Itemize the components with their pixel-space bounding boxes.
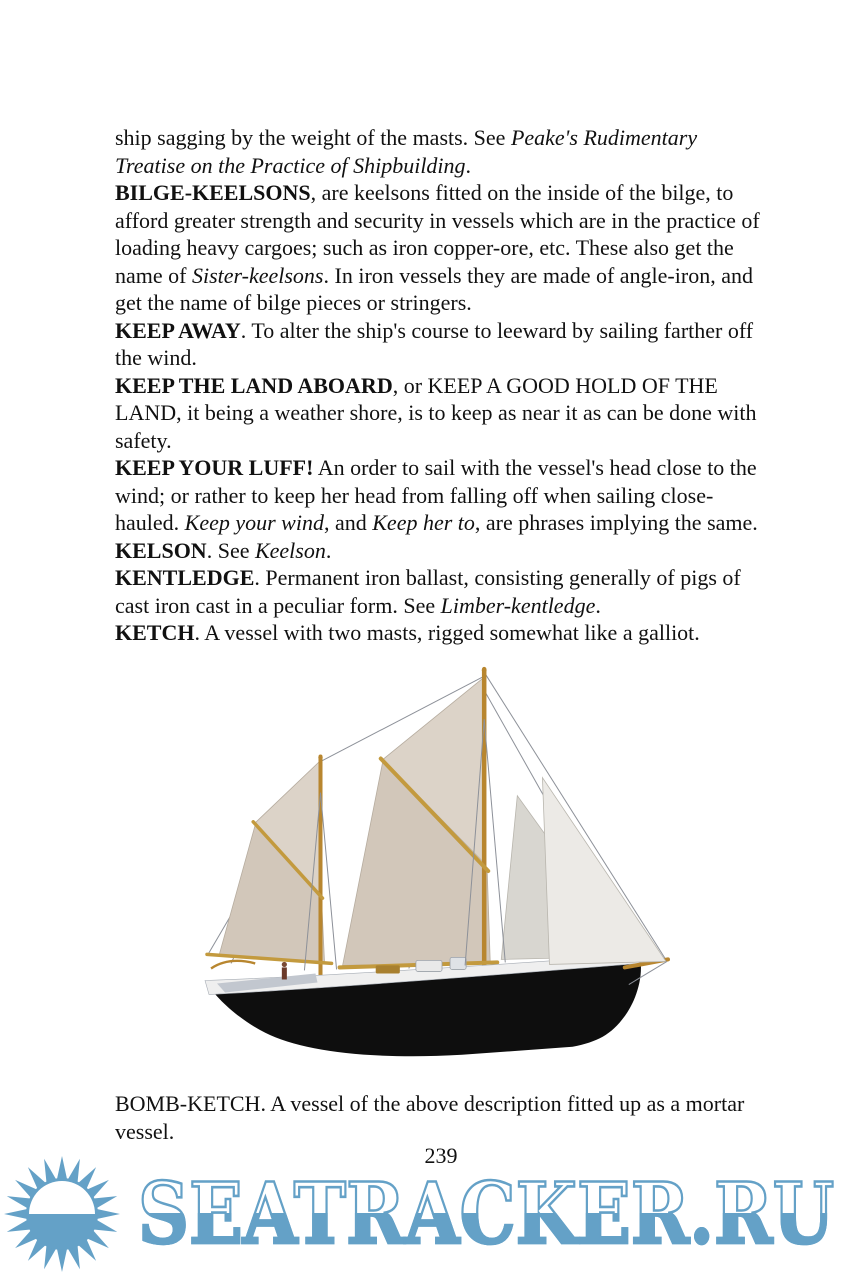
italic-reference: Keelson — [254, 537, 326, 563]
entry-term: KETCH — [115, 620, 195, 645]
dictionary-entry-keep-the-land-aboard — [115, 372, 770, 455]
dictionary-entry-kentledge — [115, 564, 770, 619]
italic-reference: Sister-keelsons — [191, 262, 324, 288]
dictionary-entry-ketch — [115, 619, 770, 647]
deck-box — [450, 957, 466, 969]
cargo-hatch — [376, 965, 400, 973]
page-number: 239 — [424, 1143, 458, 1168]
crew-figure — [282, 962, 287, 980]
dictionary-entry-keep-your-luff — [115, 454, 770, 537]
jib-sail — [542, 778, 666, 965]
entry-text: . In iron vessels they are made of angle-iron, and get the name of bilge pieces or stringers. — [115, 262, 753, 315]
entry-text: , are phrases implying the same. — [474, 510, 758, 535]
entry-term: KENTLEDGE — [115, 565, 255, 590]
sun-icon — [2, 1154, 122, 1274]
entry-text: ship sagging by the weight of the masts. See — [115, 125, 511, 150]
illustration-caption: BOMB-KETCH. A vessel of the above description fitted up as a mortar vessel. — [115, 1091, 745, 1144]
dictionary-entry-bilge-keelsons — [115, 179, 770, 317]
watermark-text: SEATRACKER.RU — [138, 1164, 835, 1263]
entry-term: KEEP YOUR LUFF! — [115, 455, 314, 480]
entry-term: KEEP AWAY — [115, 317, 241, 343]
entry-text: . See — [206, 537, 255, 563]
ketch-illustration — [203, 664, 675, 1064]
entry-text: . To alter the ship's course to leeward by sailing farther off the wind. — [115, 317, 754, 370]
entry-term: KELSON — [115, 537, 207, 563]
entry-text: . — [325, 537, 332, 563]
entry-text: An order to sail with the vessel's head close to the wind; or rather to keep her head from falling off when sailing close-hauled. — [115, 455, 757, 535]
continuation-paragraph — [115, 124, 770, 179]
entry-text: . A vessel with two masts, rigged somewhat like a galliot. — [194, 620, 700, 645]
entry-term: BILGE-KEELSONS — [115, 180, 311, 205]
entry-text: . — [465, 152, 472, 178]
entry-text: , are keelsons fitted on the inside of the bilge, to afford greater strength and security in vessels which are in the practice of loading heavy cargoes; such as iron copper-ore, etc. These also get the name of — [115, 180, 760, 288]
entry-text: . Permanent iron ballast, consisting generally of pigs of cast iron cast in a peculiar form. See — [115, 565, 741, 618]
italic-reference: Peake's Rudimentary Treatise on the Practice of Shipbuilding — [115, 125, 698, 178]
dictionary-text-block — [115, 124, 770, 647]
entry-text: , and — [323, 510, 373, 535]
entry-text: , or KEEP A GOOD HOLD OF THE LAND, it being a weather shore, is to keep as near it as can be done with safety. — [115, 372, 757, 453]
dictionary-entry-keep-away — [115, 317, 770, 372]
dictionary-entry-kelson — [115, 537, 770, 565]
main-masthead — [482, 668, 487, 673]
italic-phrase: Keep your wind — [184, 510, 324, 535]
italic-phrase: Keep her to — [372, 510, 475, 535]
italic-reference: Limber-kentledge — [440, 592, 596, 618]
seatracker-watermark — [0, 1150, 852, 1278]
entry-term: KEEP THE LAND ABOARD — [115, 372, 393, 398]
deckhouse — [416, 960, 442, 971]
entry-text: . — [595, 592, 601, 618]
mizzen-masthead — [318, 755, 322, 759]
stern-rail — [211, 961, 255, 969]
